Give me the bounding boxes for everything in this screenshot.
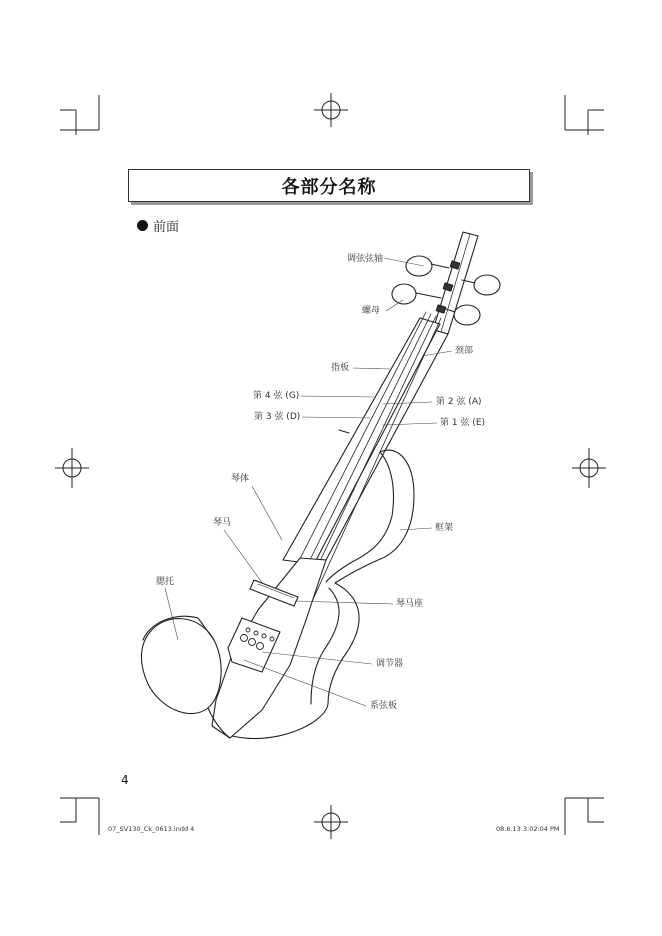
page-title: 各部分名称 xyxy=(281,176,377,198)
label-body: 琴体 xyxy=(231,474,250,484)
label-tuning-pegs: 调弦弦轴 xyxy=(347,254,384,264)
footer-file: 07_SV130_Ck_0613.indd 4 xyxy=(108,825,195,833)
label-bridge: 琴马 xyxy=(213,518,232,528)
section-title: 前面 xyxy=(153,220,180,235)
label-fingerboard: 指板 xyxy=(331,363,350,373)
label-string4: 第 4 弦 (G) xyxy=(253,391,300,401)
label-string2: 第 2 弦 (A) xyxy=(436,397,482,407)
label-neck: 颈部 xyxy=(455,346,474,356)
label-adjuster: 调节器 xyxy=(376,659,404,669)
label-chinrest: 腮托 xyxy=(156,577,175,587)
label-bridge-base: 琴马座 xyxy=(396,599,424,609)
footer-timestamp: 08.6.13 3:02:04 PM xyxy=(496,825,560,833)
fingerboard xyxy=(283,318,440,564)
label-tailpiece: 系弦板 xyxy=(370,701,398,711)
page-number: 4 xyxy=(121,773,129,787)
label-nut: 螺母 xyxy=(362,306,381,316)
label-string3: 第 3 弦 (D) xyxy=(254,412,301,422)
label-frame: 框架 xyxy=(435,523,454,533)
label-string1: 第 1 弦 (E) xyxy=(440,418,486,428)
